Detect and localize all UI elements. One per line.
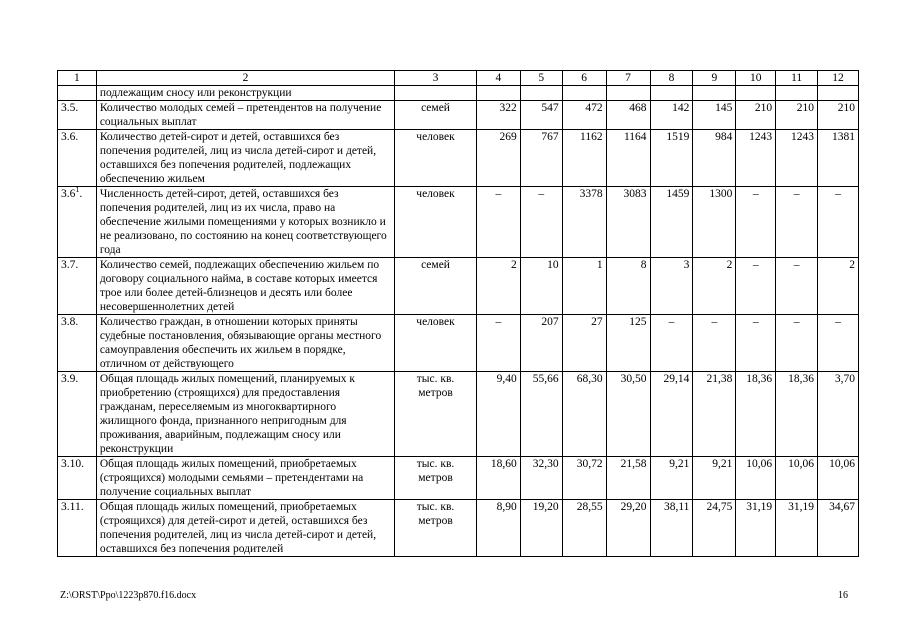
value-cell: 207: [520, 315, 562, 372]
unit: семей: [395, 101, 477, 130]
value-cell: 10,06: [776, 457, 818, 500]
value-cell: 269: [476, 130, 520, 187]
value-cell: 3378: [562, 187, 606, 258]
page-number: 16: [838, 590, 848, 601]
value-cell: 32,30: [520, 457, 562, 500]
value-cell: 29,20: [606, 500, 650, 557]
value-cell: 18,36: [776, 372, 818, 457]
value-cell: 1164: [606, 130, 650, 187]
indicator-name: подлежащим сносу или реконструкции: [96, 86, 394, 101]
value-cell: 1300: [693, 187, 736, 258]
unit: тыс. кв. метров: [395, 500, 477, 557]
header-cell: 5: [520, 71, 562, 86]
value-cell: –: [476, 187, 520, 258]
value-cell: 30,50: [606, 372, 650, 457]
value-cell: –: [650, 315, 693, 372]
table-row: [58, 130, 859, 187]
value-cell: 21,58: [606, 457, 650, 500]
indicator-name: Общая площадь жилых помещений, приобретаемых (строящихся) молодыми семьями – претендентами на получение социальных выплат: [96, 457, 394, 500]
indicator-name: Количество молодых семей – претендентов на получение социальных выплат: [96, 101, 394, 130]
value-cell: 1381: [818, 130, 859, 187]
value-cell: 8,90: [476, 500, 520, 557]
value-cell: –: [776, 258, 818, 315]
value-cell: 468: [606, 101, 650, 130]
value-cell: 1243: [736, 130, 776, 187]
value-cell: 1519: [650, 130, 693, 187]
value-cell: 210: [776, 101, 818, 130]
value-cell: [520, 86, 562, 101]
value-cell: 210: [818, 101, 859, 130]
value-cell: 322: [476, 101, 520, 130]
value-cell: 3,70: [818, 372, 859, 457]
value-cell: 984: [693, 130, 736, 187]
value-cell: 9,40: [476, 372, 520, 457]
unit: [395, 86, 477, 101]
table-row: [58, 258, 859, 315]
value-cell: 145: [693, 101, 736, 130]
value-cell: [736, 86, 776, 101]
row-number: 3.7.: [58, 258, 97, 315]
value-cell: 210: [736, 101, 776, 130]
header-cell: 10: [736, 71, 776, 86]
value-cell: [476, 86, 520, 101]
value-cell: [606, 86, 650, 101]
value-cell: [693, 86, 736, 101]
value-cell: –: [818, 315, 859, 372]
unit: тыс. кв. метров: [395, 457, 477, 500]
value-cell: 31,19: [736, 500, 776, 557]
table-row: [58, 315, 859, 372]
file-path: Z:\ORST\Ppo\1223p870.f16.docx: [60, 590, 197, 601]
table-row: [58, 500, 859, 557]
header-cell: 6: [562, 71, 606, 86]
value-cell: 1: [562, 258, 606, 315]
header-cell: 7: [606, 71, 650, 86]
value-cell: –: [776, 315, 818, 372]
value-cell: 68,30: [562, 372, 606, 457]
value-cell: [562, 86, 606, 101]
value-cell: 3: [650, 258, 693, 315]
value-cell: 27: [562, 315, 606, 372]
value-cell: 38,11: [650, 500, 693, 557]
row-number: [58, 86, 97, 101]
header-cell: 1: [58, 71, 97, 86]
value-cell: –: [693, 315, 736, 372]
value-cell: 19,20: [520, 500, 562, 557]
value-cell: 21,38: [693, 372, 736, 457]
value-cell: –: [476, 315, 520, 372]
value-cell: [650, 86, 693, 101]
indicator-name: Общая площадь жилых помещений, приобретаемых (строящихся) для детей-сирот и детей, оставшихся без попечения родителей, лиц из числа детей-сирот и детей, оставшихся без попечения родителей: [96, 500, 394, 557]
row-number: 3.8.: [58, 315, 97, 372]
value-cell: 767: [520, 130, 562, 187]
value-cell: 1243: [776, 130, 818, 187]
value-cell: 3083: [606, 187, 650, 258]
value-cell: 142: [650, 101, 693, 130]
indicator-name: Численность детей-сирот, детей, оставшихся без попечения родителей, лиц из их числа, право на обеспечение жилыми помещениями у которых возникло и не реализовано, по состоянию на конец соответствующего года: [96, 187, 394, 258]
value-cell: –: [520, 187, 562, 258]
value-cell: 547: [520, 101, 562, 130]
unit: человек: [395, 130, 477, 187]
value-cell: 2: [476, 258, 520, 315]
value-cell: 18,60: [476, 457, 520, 500]
value-cell: 10,06: [818, 457, 859, 500]
value-cell: 30,72: [562, 457, 606, 500]
value-cell: [818, 86, 859, 101]
row-number: 3.10.: [58, 457, 97, 500]
indicator-name: Количество граждан, в отношении которых приняты судебные постановления, обязывающие органы местного самоуправления обеспечить их жильем в порядке, отличном от действующего: [96, 315, 394, 372]
value-cell: –: [736, 315, 776, 372]
table-row: [58, 86, 859, 101]
indicators-table: [57, 70, 859, 557]
value-cell: 10: [520, 258, 562, 315]
value-cell: 10,06: [736, 457, 776, 500]
row-number: 3.5.: [58, 101, 97, 130]
unit: тыс. кв. метров: [395, 372, 477, 457]
row-number: $3.6^1$.: [58, 187, 97, 258]
value-cell: 8: [606, 258, 650, 315]
table-row: [58, 101, 859, 130]
value-cell: 2: [818, 258, 859, 315]
value-cell: 125: [606, 315, 650, 372]
unit: человек: [395, 315, 477, 372]
value-cell: 55,66: [520, 372, 562, 457]
header-cell: 4: [476, 71, 520, 86]
row-number: 3.11.: [58, 500, 97, 557]
value-cell: –: [736, 258, 776, 315]
row-number: 3.6.: [58, 130, 97, 187]
column-number-row: [58, 71, 859, 86]
value-cell: 28,55: [562, 500, 606, 557]
value-cell: 472: [562, 101, 606, 130]
value-cell: –: [776, 187, 818, 258]
value-cell: 1162: [562, 130, 606, 187]
row-number: 3.9.: [58, 372, 97, 457]
header-cell: 9: [693, 71, 736, 86]
value-cell: 1459: [650, 187, 693, 258]
value-cell: 31,19: [776, 500, 818, 557]
indicator-name: Количество семей, подлежащих обеспечению жильем по договору социального найма, в составе которых имеется трое или более детей-близнецов и десять или более несовершеннолетних детей: [96, 258, 394, 315]
unit: семей: [395, 258, 477, 315]
header-cell: 12: [818, 71, 859, 86]
value-cell: 34,67: [818, 500, 859, 557]
header-cell: 3: [395, 71, 477, 86]
value-cell: 18,36: [736, 372, 776, 457]
table-row: [58, 187, 859, 258]
value-cell: 29,14: [650, 372, 693, 457]
value-cell: 24,75: [693, 500, 736, 557]
indicator-name: Количество детей-сирот и детей, оставшихся без попечения родителей, лиц из числа детей-сирот и детей, оставшихся без попечения родителей, подлежащих обеспечению жильем: [96, 130, 394, 187]
indicator-name: Общая площадь жилых помещений, планируемых к приобретению (строящихся) для предоставления гражданам, переселяемым из многоквартирного жилищного фонда, признанного непригодным для проживания, аварийным, подлежащим сносу или реконструкции: [96, 372, 394, 457]
header-cell: 11: [776, 71, 818, 86]
value-cell: [776, 86, 818, 101]
value-cell: 9,21: [650, 457, 693, 500]
table-row: [58, 457, 859, 500]
value-cell: –: [736, 187, 776, 258]
value-cell: –: [818, 187, 859, 258]
table-row: [58, 372, 859, 457]
header-cell: 8: [650, 71, 693, 86]
value-cell: 2: [693, 258, 736, 315]
value-cell: 9,21: [693, 457, 736, 500]
unit: человек: [395, 187, 477, 258]
header-cell: 2: [96, 71, 394, 86]
